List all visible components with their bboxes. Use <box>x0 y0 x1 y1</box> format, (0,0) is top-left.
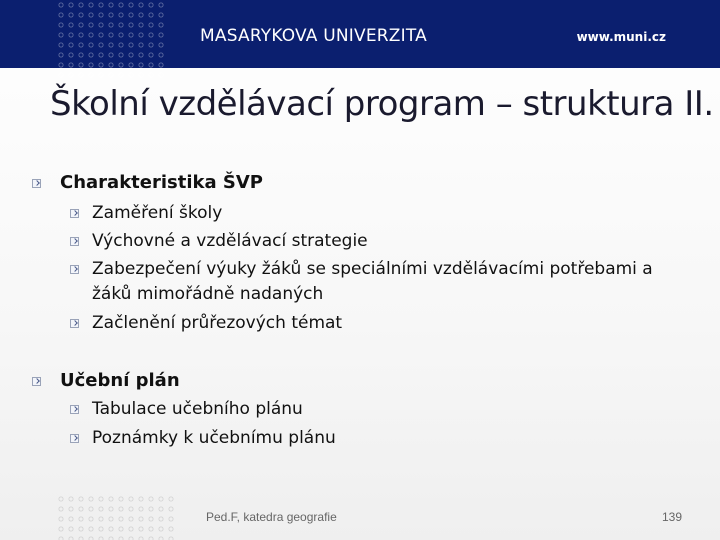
subbullet-zabezpeceni <box>92 259 653 279</box>
subbullet-zamereni <box>92 203 222 223</box>
subbullet-text: Zaměření školy <box>92 203 223 223</box>
bullet-icon <box>70 434 79 443</box>
footer-dot-pattern <box>56 494 178 540</box>
bullet-icon <box>32 377 41 386</box>
footer-text: Ped.F, katedra geografie <box>206 510 337 524</box>
bullet-icon <box>70 265 79 274</box>
subbullet-vychovne <box>92 231 368 251</box>
subbullet-zabezpeceni-continuation <box>92 284 323 304</box>
bullet-text: Učební plán <box>60 370 180 391</box>
bullet-icon <box>70 319 79 328</box>
bullet-icon <box>70 209 79 218</box>
subbullet-text: Zabezpečení výuky žáků se speciálními vzdělávacími potřebami a <box>92 259 653 279</box>
subbullet-text: Tabulace učebního plánu <box>92 399 303 419</box>
subbullet-text: Začlenění průřezových témat <box>92 313 343 333</box>
bullet-icon <box>70 405 79 414</box>
page-number: 139 <box>661 510 682 524</box>
university-name: MASARYKOVA UNIVERZITA <box>200 26 427 46</box>
bullet-icon <box>70 237 79 246</box>
bullet-ucebni-plan <box>60 370 180 391</box>
slide-title: Školní vzdělávací program – struktura II. <box>50 84 714 124</box>
subbullet-text: Výchovné a vzdělávací strategie <box>92 231 368 251</box>
subbullet-text: žáků mimořádně nadaných <box>92 284 324 304</box>
subbullet-tabulace <box>92 399 303 419</box>
subbullet-text: Poznámky k učebnímu plánu <box>92 428 336 448</box>
subbullet-zacleneni <box>92 313 342 333</box>
bullet-charakteristika <box>60 172 263 193</box>
bullet-text: Charakteristika ŠVP <box>60 172 263 193</box>
bullet-icon <box>32 179 41 188</box>
subbullet-poznamky <box>92 428 336 448</box>
website-url: www.muni.cz <box>576 30 666 44</box>
